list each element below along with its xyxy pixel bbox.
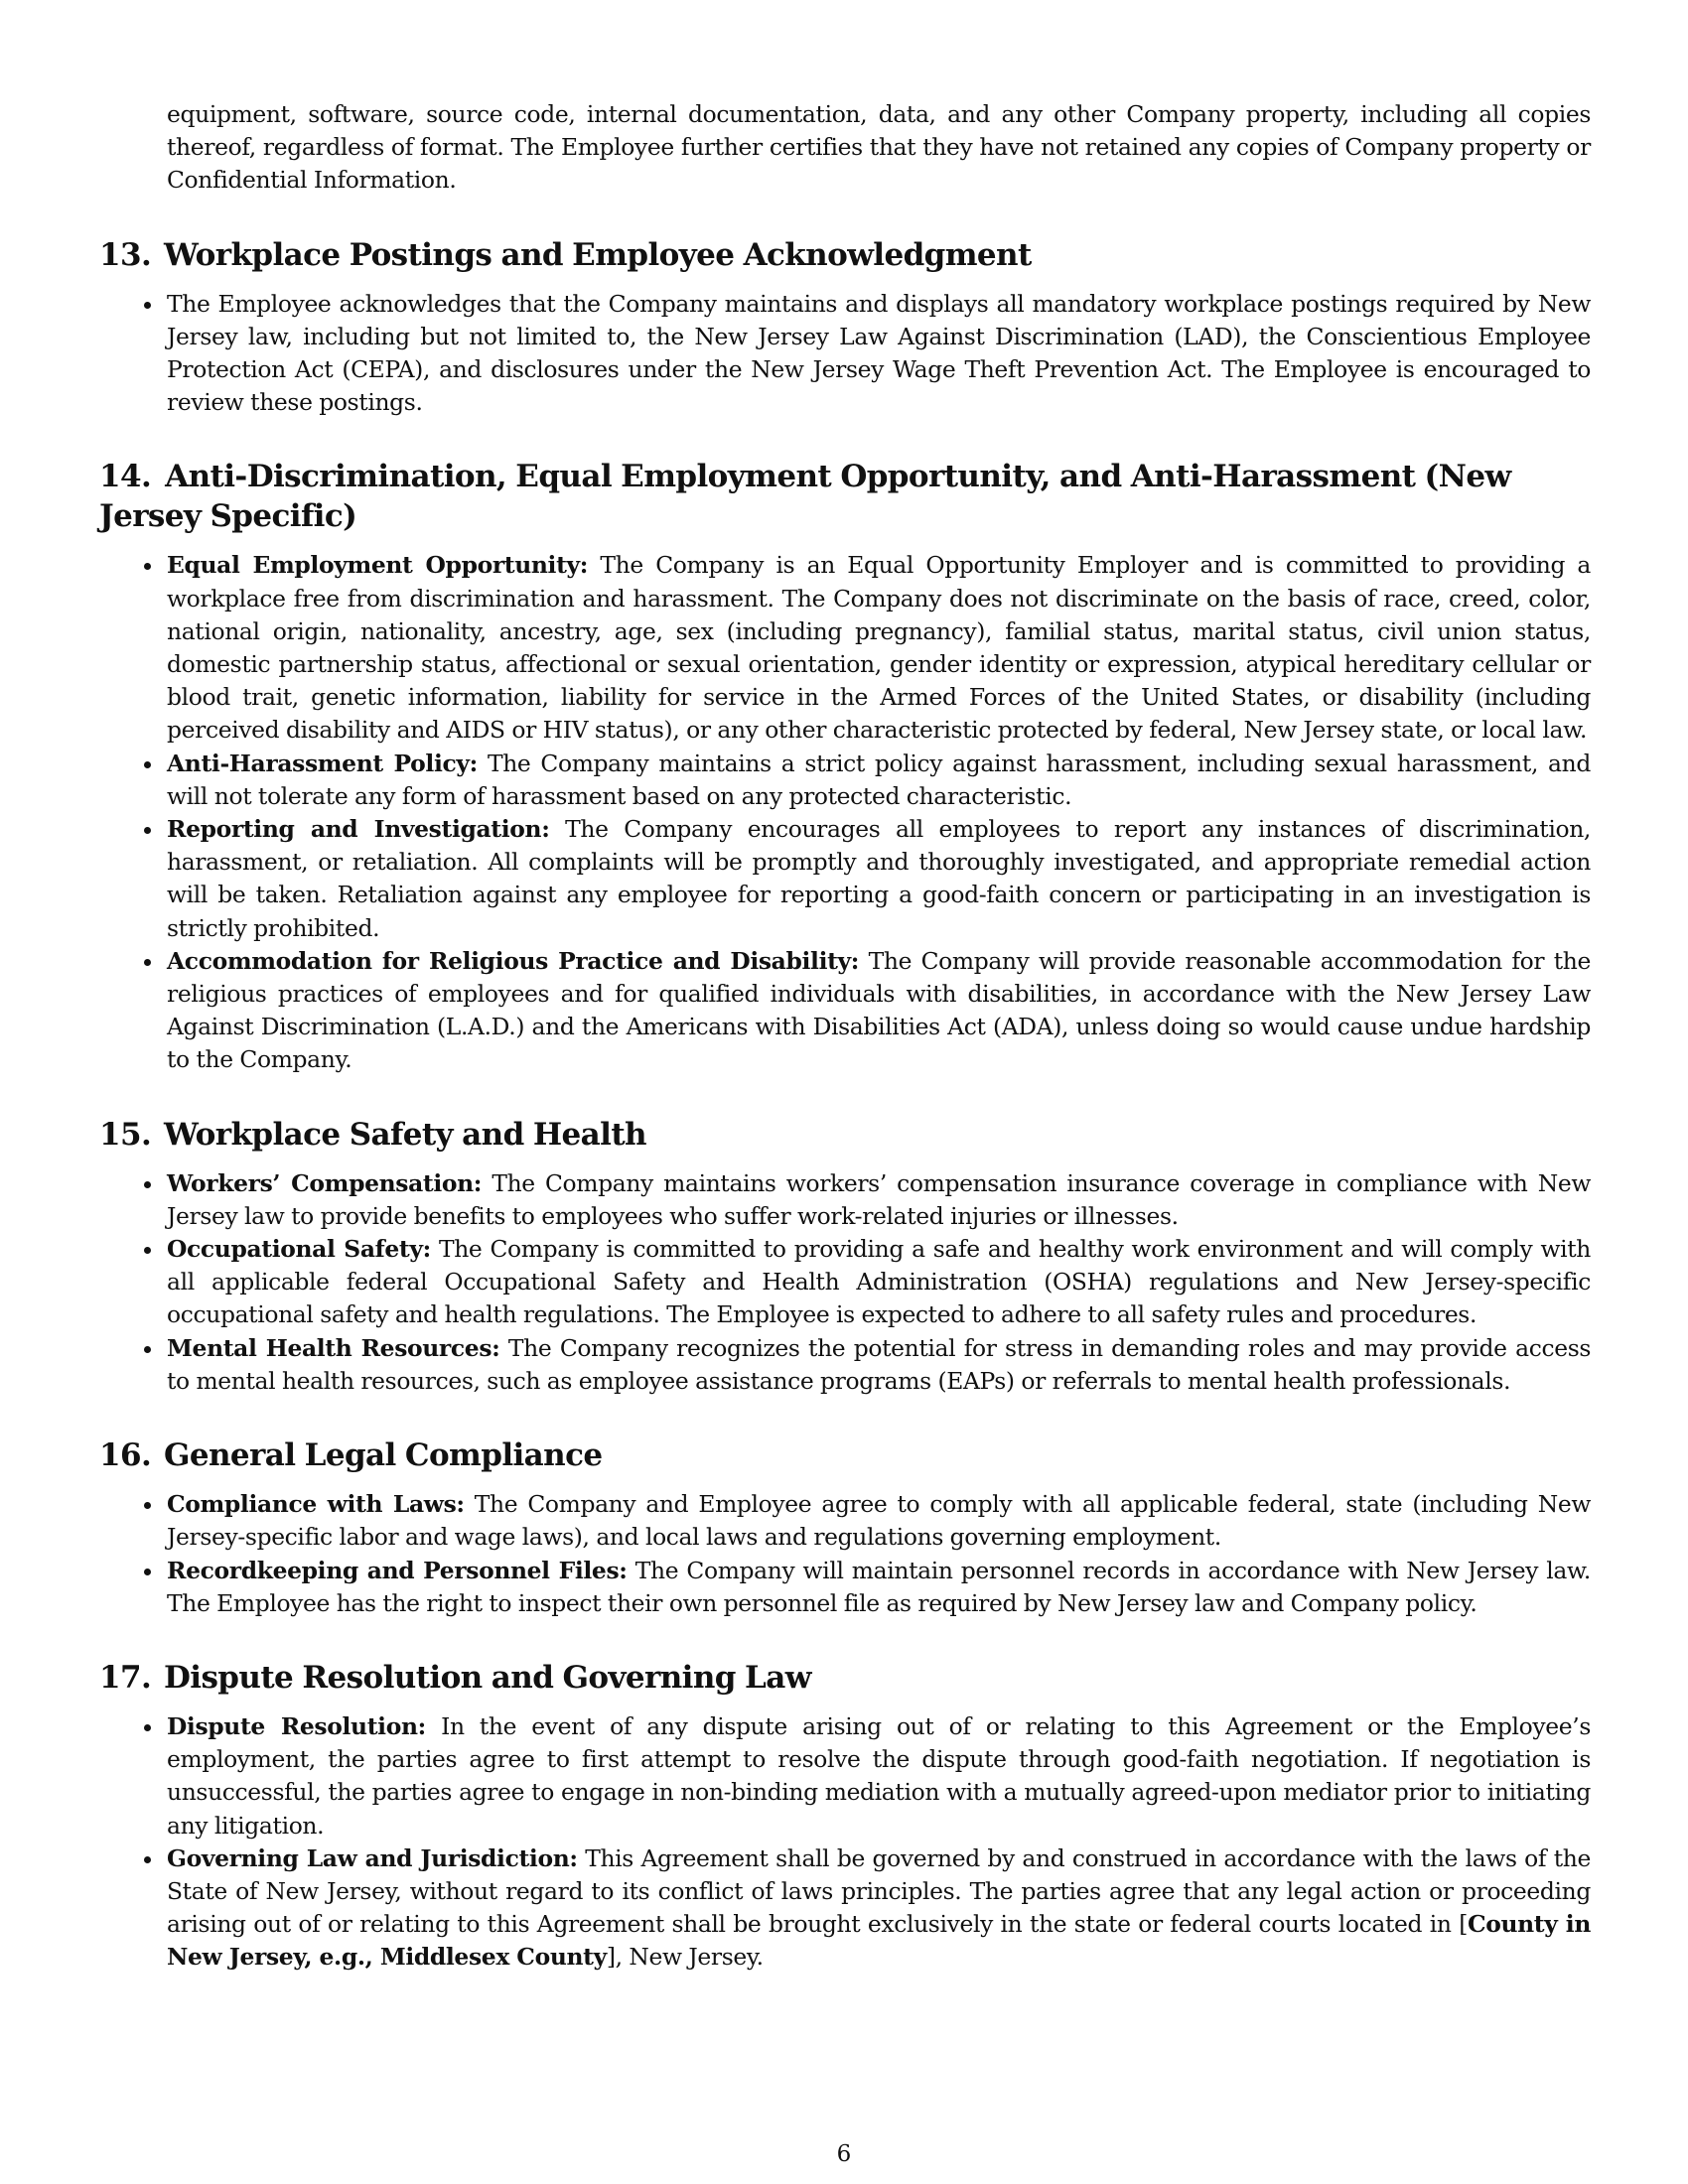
section-16 [99, 1435, 1591, 1620]
item-text: The Company is an Equal Opportunity Employer and is committed to providing a workplace free from discrimination and harassment. The Company does not discriminate on the basis of race, creed, color, national origin, nationality, ancestry, age, sex (including pregnancy), familial status, marital status, civil union status, domestic partnership status, affectional or sexual orientation, gender identity or expression, atypical hereditary cellular or blood trait, genetic information, liability for service in the Armed Forces of the United States, or disability (including perceived disability and AIDS or HIV status), or any other characteristic protected by federal, New Jersey state, or local law. [167, 551, 1592, 745]
bullet-list [99, 288, 1591, 420]
item-text: The Company and Employee agree to comply with all applicable federal, state (including New Jersey-specific labor and wage laws), and local laws and regulations governing employment. [167, 1490, 1592, 1552]
section-heading [99, 235, 1591, 275]
item-lead: Occupational Safety: [167, 1235, 431, 1264]
section-heading [99, 1115, 1591, 1155]
item-text: The Company maintains a strict policy against harassment, including sexual harassment, and will not tolerate any form of harassment based on any protected characteristic. [167, 749, 1591, 810]
item-lead: Recordkeeping and Personnel Files: [167, 1556, 628, 1584]
bullet-list [99, 1488, 1591, 1620]
section-number: 14. [99, 459, 152, 495]
section-heading [99, 1435, 1591, 1475]
section-15 [99, 1115, 1591, 1398]
item-text: The Employee acknowledges that the Company maintains and displays all mandatory workplace postings required by New Jersey law, including but not limited to, the New Jersey Law Against Discrimination (LAD), the Conscientious Employee Protection Act (CEPA), and disclosures under the New Jersey Wage Theft Prevention Act. The Employee is encouraged to review these postings. [167, 289, 1591, 417]
item-lead: Accommodation for Religious Practice and Disability: [167, 946, 860, 975]
list-item [167, 1167, 1591, 1233]
item-text: The Company encourages all employees to report any instances of discrimination, harassment, or retaliation. All complaints will be promptly and thoroughly investigated, and appropriate remedial action will be taken. Retaliation against any employee for reporting a good-faith concern or participating in an investigation is strictly prohibited. [167, 815, 1591, 942]
list-item [167, 748, 1591, 813]
item-text: In the event of any dispute arising out of or relating to this Agreement or the Employee’s employment, the parties agree to first attempt to resolve the dispute through good-faith negotiation. If negotiation is unsuccessful, the parties agree to engage in non-binding mediation with a mutually agreed-upon mediator prior to initiating any litigation. [167, 1711, 1592, 1840]
placeholder-bracket-close: ] [606, 1943, 616, 1972]
section-heading [99, 457, 1591, 536]
section-number: 17. [99, 1659, 152, 1696]
page-number: 6 [836, 2141, 852, 2167]
item-lead: Mental Health Resources: [167, 1333, 500, 1362]
section-14 [99, 457, 1591, 1076]
placeholder-bracket-open: [ [1459, 1910, 1468, 1939]
item-text: The Company will maintain personnel records in accordance with New Jersey law. The Employee has the right to inspect their own personnel file as required by New Jersey law and Company policy. [167, 1556, 1592, 1617]
section-title: Dispute Resolution and Governing Law [164, 1659, 811, 1696]
item-lead: Equal Employment Opportunity: [167, 551, 589, 580]
section-heading [99, 1658, 1591, 1698]
list-item [167, 1488, 1591, 1554]
section-title: Workplace Safety and Health [164, 1116, 646, 1153]
section-13 [99, 235, 1591, 420]
item-lead: Anti-Harassment Policy: [167, 749, 478, 777]
section-title: Workplace Postings and Employee Acknowledgment [164, 236, 1032, 273]
item-lead: Governing Law and Jurisdiction: [167, 1843, 578, 1872]
section-title: Anti-Discrimination, Equal Employment Opportunity, and Anti-Harassment (New Jersey Specific) [99, 459, 1511, 535]
section-number: 13. [99, 236, 152, 273]
list-item [167, 1233, 1591, 1332]
item-tail: , New Jersey. [615, 1943, 764, 1972]
list-item [167, 1555, 1591, 1620]
list-item [167, 945, 1591, 1077]
item-text: The Company will provide reasonable accommodation for the religious practices of employees and for qualified individuals with disabilities, in accordance with the New Jersey Law Against Discrimination (L.A.D.) and the Americans with Disabilities Act (ADA), unless doing so would cause undue hardship to the Company. [167, 946, 1591, 1074]
list-item [167, 1710, 1591, 1843]
list-item [167, 288, 1591, 420]
section-17 [99, 1658, 1591, 1975]
county-placeholder: County in New Jersey, e.g., Middlesex County [167, 1910, 1591, 1972]
section-number: 16. [99, 1437, 152, 1474]
section-number: 15. [99, 1116, 152, 1153]
list-item [167, 813, 1591, 945]
item-lead: Dispute Resolution: [167, 1711, 426, 1740]
item-lead: Workers’ Compensation: [167, 1168, 483, 1197]
list-item [167, 549, 1591, 747]
bullet-list [99, 1710, 1591, 1975]
item-text: This Agreement shall be governed by and construed in accordance with the laws of the State of New Jersey, without regard to its conflict of laws principles. The parties agree that any legal action or proceeding arising out of or relating to this Agreement shall be brought exclusively in the state or federal courts located in [167, 1843, 1591, 1939]
continued-paragraph: equipment, software, source code, internal documentation, data, and any other Company property, including all copies thereof, regardless of format. The Employee further certifies that they have not retained any copies of Company property or Confidential Information. [167, 100, 1591, 195]
item-lead: Reporting and Investigation: [167, 815, 550, 844]
item-lead: Compliance with Laws: [167, 1490, 465, 1519]
bullet-list [99, 549, 1591, 1076]
item-text: The Company recognizes the potential for stress in demanding roles and may provide access to mental health resources, such as employee assistance programs (EAPs) or referrals to mental health professionals. [167, 1333, 1591, 1395]
list-item [167, 1332, 1591, 1398]
document-page [99, 98, 1591, 1975]
bullet-list [99, 1167, 1591, 1398]
section-title: General Legal Compliance [164, 1437, 603, 1474]
item-text: The Company maintains workers’ compensation insurance coverage in compliance with New Jersey law to provide benefits to employees who suffer work-related injuries or illnesses. [167, 1168, 1591, 1230]
item-text: The Company is committed to providing a safe and healthy work environment and will comply with all applicable federal Occupational Safety and Health Administration (OSHA) regulations and New Jersey-specific occupational safety and health regulations. The Employee is expected to adhere to all safety rules and procedures. [167, 1235, 1592, 1329]
list-item [167, 1843, 1591, 1975]
